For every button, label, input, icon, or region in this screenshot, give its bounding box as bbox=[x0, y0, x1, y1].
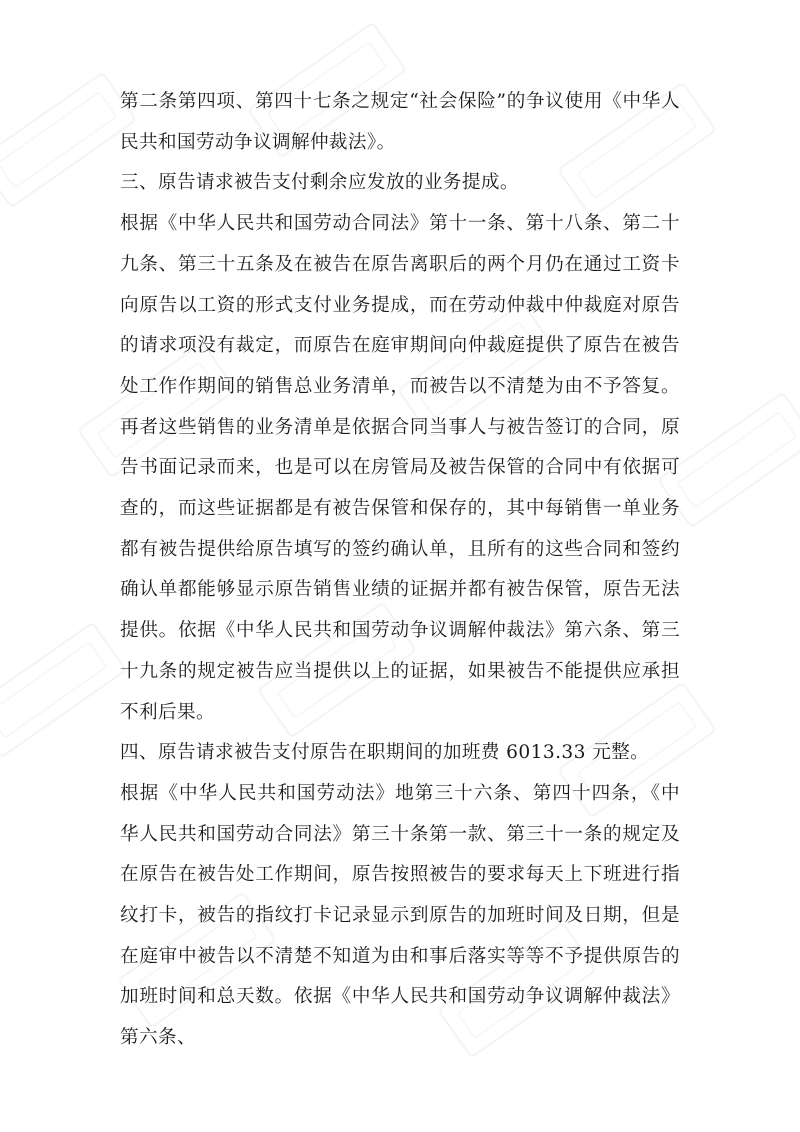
watermark-stamp bbox=[0, 71, 137, 208]
paragraph-item-three-basis: 根据《中华人民共和国劳动合同法》第十一条、第十八条、第二十九条、第三十五条及在被告在原告离职后的两个月仍在通过工资卡向原告以工资的形式支付业务提成，而在劳动仲裁中仲裁庭对原告的请求项没有裁定，而原告在庭审期间向仲裁庭提供了原告在被告处工作作期间的销售总业务清单，而被告以不清楚为由不予答复。再者这些销售的业务清单是依据合同当事人与被告签订的合同，原告书面记录而来，也是可以在房管局及被告保管的合同中有依据可查的，而这些证据都是有被告保管和保存的，其中每销售一单业务都有被告提供给原告填写的签约确认单，且所有的这些合同和签约确认单都能够显示原告销售业绩的证据并都有被告保管，原告无法提供。依据《中华人民共和国劳动争议调解仲裁法》第六条、第三十九条的规定被告应当提供以上的证据，如果被告不能提供应承担不利后果。 bbox=[120, 213, 680, 723]
document-body bbox=[120, 82, 680, 1059]
watermark-stamp bbox=[0, 621, 127, 758]
paragraph-social-insurance-clause: 第二条第四项、第四十七条之规定“社会保险”的争议使用《中华人民共和国劳动争议调解仲裁法》。 bbox=[120, 91, 680, 153]
paragraph-item-four-basis: 根据《中华人民共和国劳动法》地第三十六条、第四十四条，《中华人民共和国劳动合同法》第三十条第一款、第三十一条的规定及在原告在被告处工作期间，原告按照被告的要求每天上下班进行指纹打卡，被告的指纹打卡记录显示到原告的加班时间及日期，但是在庭审中被告以不清楚不知道为由和事后落实等等不予提供原告的加班时间和总天数。依据《中华人民共和国劳动争议调解仲裁法》第六条、 bbox=[120, 782, 680, 1049]
heading-item-three: 三、原告请求被告支付剩余应发放的业务提成。 bbox=[120, 172, 519, 194]
heading-item-four: 四、原告请求被告支付原告在职期间的加班费 6013.33 元整。 bbox=[120, 742, 650, 764]
